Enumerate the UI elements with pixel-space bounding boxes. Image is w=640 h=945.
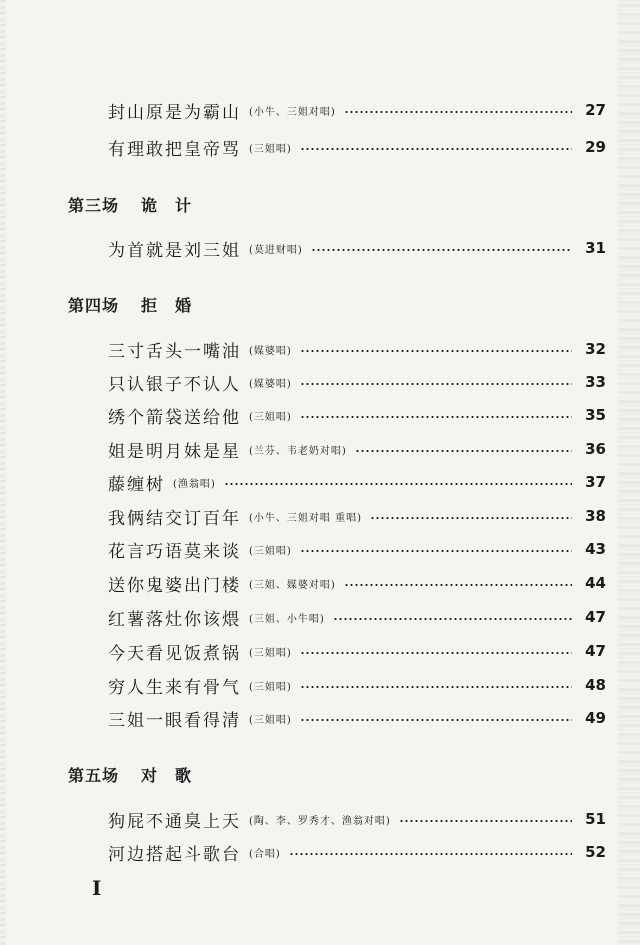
- dot-leader: [355, 450, 572, 452]
- entry-page: 36: [585, 440, 606, 458]
- entry-note: (媒婆唱): [249, 378, 292, 390]
- dot-leader: [344, 111, 572, 113]
- entry-title: 三姐一眼看得清: [108, 710, 241, 731]
- entry-note: (媒婆唱): [249, 345, 292, 357]
- section-label: 第四场: [68, 295, 120, 315]
- entry-title: 绣个箭袋送给他: [108, 407, 241, 428]
- entry-note: (小牛、三姐对唱): [249, 106, 336, 118]
- entry-title: 为首就是刘三姐: [108, 240, 241, 261]
- entry-page: 43: [585, 540, 606, 558]
- toc-entry[interactable]: [108, 132, 606, 162]
- toc-entry[interactable]: [108, 501, 606, 531]
- dot-leader: [399, 820, 572, 822]
- entry-title: 封山原是为霸山: [108, 102, 241, 123]
- dot-leader: [370, 517, 572, 519]
- entry-title: 送你鬼婆出门楼: [108, 575, 241, 596]
- footer-page-number: I: [92, 876, 102, 900]
- entry-page: 32: [585, 340, 606, 358]
- entry-page: 49: [585, 709, 606, 727]
- entry-title: 花言巧语莫来谈: [108, 541, 241, 562]
- section-heading: [68, 289, 209, 319]
- dot-leader: [300, 719, 572, 721]
- section-name: 对歌: [141, 765, 210, 785]
- dot-leader: [224, 483, 572, 485]
- dot-leader: [300, 550, 572, 552]
- section-name: 拒婚: [141, 295, 210, 315]
- entry-note: (三姐唱): [249, 143, 292, 155]
- entry-page: 38: [585, 507, 606, 525]
- section-heading: [68, 189, 209, 219]
- section-label: 第五场: [68, 765, 120, 785]
- dot-leader: [311, 249, 572, 251]
- entry-note: (小牛、三姐对唱 重唱): [249, 512, 362, 524]
- entry-note: (莫进财唱): [249, 244, 303, 256]
- toc-entry[interactable]: [108, 670, 606, 700]
- toc-entry[interactable]: [108, 568, 606, 598]
- toc-entry[interactable]: [108, 804, 606, 834]
- entry-note: (三姐唱): [249, 411, 292, 423]
- entry-note: (三姐、小牛唱): [249, 613, 325, 625]
- entry-title: 只认银子不认人: [108, 374, 241, 395]
- dot-leader: [300, 350, 572, 352]
- entry-note: (渔翁唱): [173, 478, 216, 490]
- entry-title: 穷人生来有骨气: [108, 677, 241, 698]
- entry-page: 48: [585, 676, 606, 694]
- entry-note: (三姐唱): [249, 647, 292, 659]
- dot-leader: [300, 383, 572, 385]
- toc-entry[interactable]: [108, 636, 606, 666]
- toc-entry[interactable]: [108, 467, 606, 497]
- entry-note: (三姐唱): [249, 681, 292, 693]
- entry-title: 三寸舌头一嘴油: [108, 341, 241, 362]
- entry-note: (三姐唱): [249, 714, 292, 726]
- dot-leader: [300, 148, 572, 150]
- entry-note: (三姐唱): [249, 545, 292, 557]
- toc-entry[interactable]: [108, 837, 606, 867]
- dot-leader: [289, 853, 572, 855]
- entry-title: 有理敢把皇帝骂: [108, 139, 241, 160]
- entry-page: 44: [585, 574, 606, 592]
- toc-entry[interactable]: [108, 334, 606, 364]
- scan-edge-left: [0, 0, 6, 945]
- toc-entry[interactable]: [108, 602, 606, 632]
- toc-entry[interactable]: [108, 233, 606, 263]
- section-name: 诡计: [141, 195, 210, 215]
- entry-title: 藤缠树: [108, 474, 165, 495]
- toc-entry[interactable]: [108, 703, 606, 733]
- entry-page: 47: [585, 608, 606, 626]
- toc-entry[interactable]: [108, 434, 606, 464]
- entry-page: 35: [585, 406, 606, 424]
- entry-title: 狗屁不通臭上天: [108, 811, 241, 832]
- entry-page: 47: [585, 642, 606, 660]
- dot-leader: [300, 416, 572, 418]
- entry-title: 红薯落灶你该煨: [108, 609, 241, 630]
- entry-note: (合唱): [249, 848, 281, 860]
- toc-entry[interactable]: [108, 534, 606, 564]
- entry-page: 37: [585, 473, 606, 491]
- section-label: 第三场: [68, 195, 120, 215]
- scan-edge-right: [618, 0, 640, 945]
- entry-page: 29: [585, 138, 606, 156]
- entry-page: 33: [585, 373, 606, 391]
- dot-leader: [300, 652, 572, 654]
- entry-title: 今天看见饭煮锅: [108, 643, 241, 664]
- entry-page: 31: [585, 239, 606, 257]
- entry-title: 我俩结交订百年: [108, 508, 241, 529]
- entry-title: 姐是明月妹是星: [108, 441, 241, 462]
- dot-leader: [344, 584, 572, 586]
- toc-entry[interactable]: [108, 95, 606, 125]
- entry-page: 27: [585, 101, 606, 119]
- toc-entry[interactable]: [108, 367, 606, 397]
- entry-note: (兰芬、韦老奶对唱): [249, 445, 347, 457]
- entry-page: 51: [585, 810, 606, 828]
- toc-entry[interactable]: [108, 400, 606, 430]
- section-heading: [68, 759, 209, 789]
- dot-leader: [333, 618, 572, 620]
- entry-note: (陶、李、罗秀才、渔翁对唱): [249, 815, 391, 827]
- entry-title: 河边搭起斗歌台: [108, 844, 241, 865]
- entry-page: 52: [585, 843, 606, 861]
- entry-note: (三姐、媒婆对唱): [249, 579, 336, 591]
- dot-leader: [300, 686, 572, 688]
